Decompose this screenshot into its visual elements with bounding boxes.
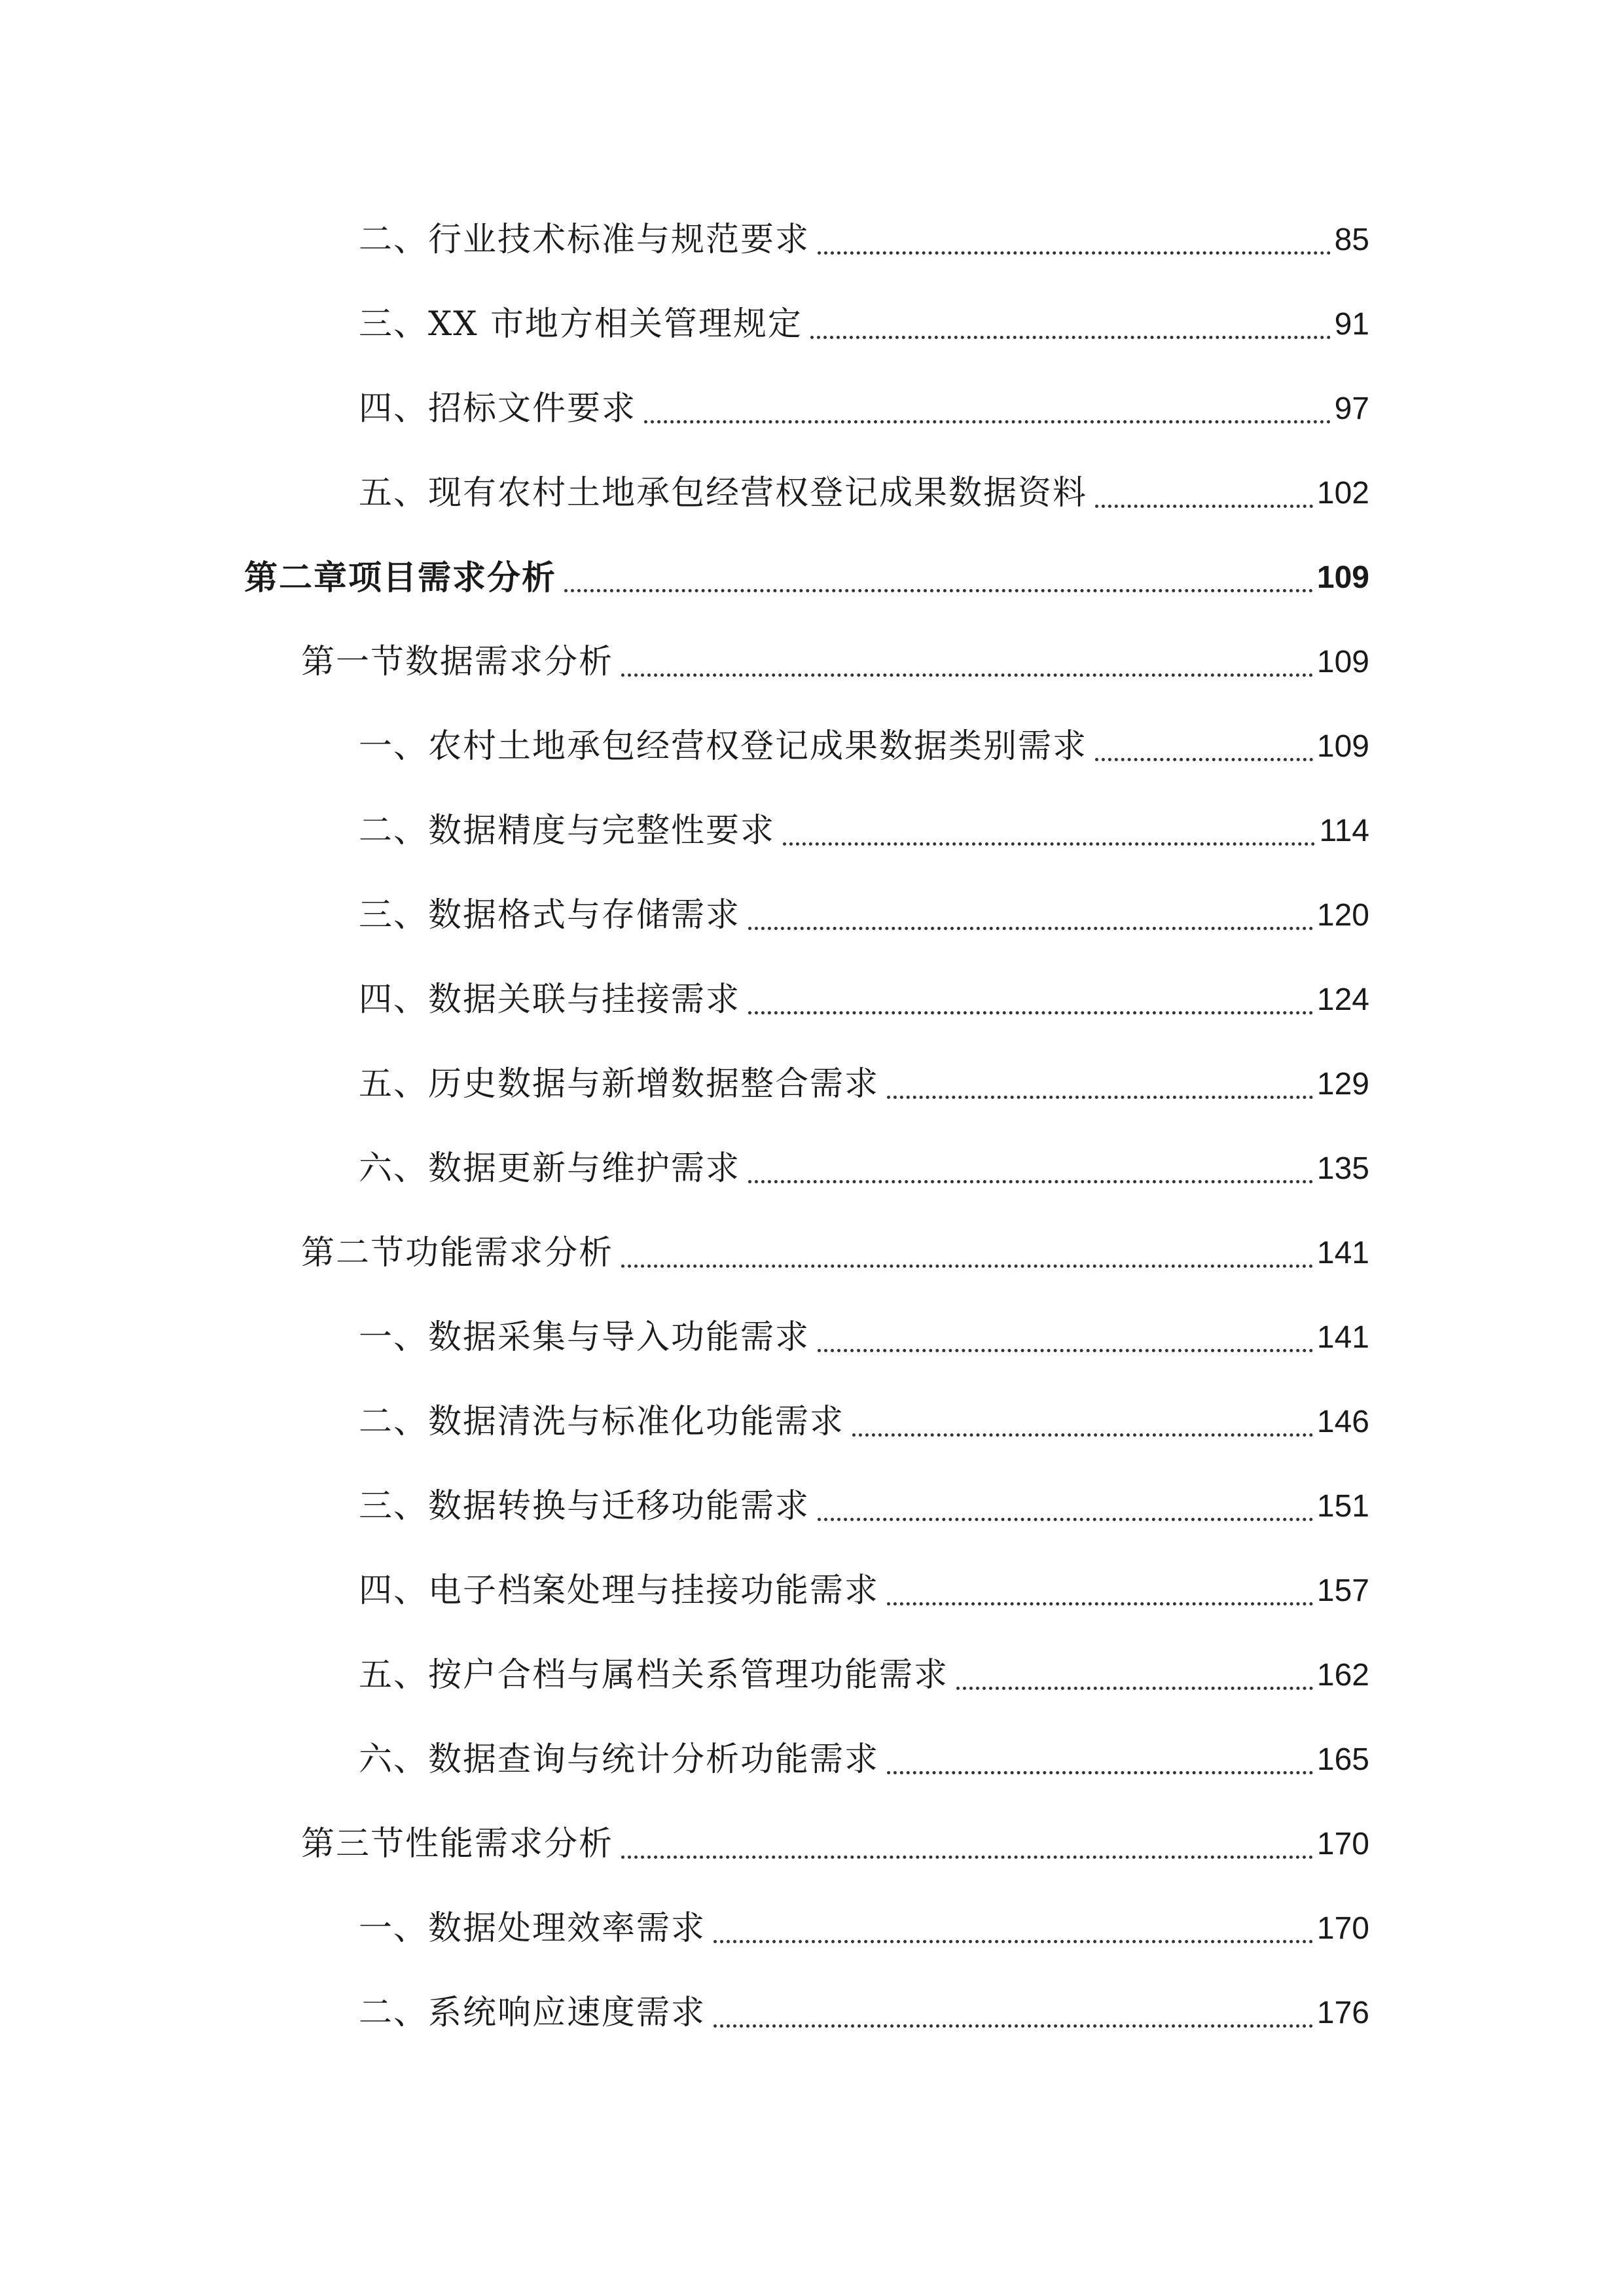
toc-entry[interactable]: [359, 1734, 1369, 1786]
toc-leader-dots: [818, 1518, 1313, 1521]
toc-entry-title: 二、行业技术标准与规范要求: [359, 221, 810, 259]
toc-page-number: 165: [1316, 1742, 1369, 1777]
toc-page-number: 141: [1316, 1236, 1369, 1270]
toc-entry[interactable]: [359, 805, 1369, 857]
toc-section-entry[interactable]: [301, 636, 1369, 689]
toc-page-number: 146: [1316, 1405, 1369, 1439]
toc-page-number: 170: [1316, 1911, 1369, 1946]
toc-page-number: 109: [1316, 729, 1369, 764]
toc-entry[interactable]: [359, 467, 1369, 520]
toc-entry[interactable]: [359, 298, 1369, 351]
toc-leader-dots: [713, 2024, 1313, 2028]
toc-entry-title: 五、现有农村土地承包经营权登记成果数据资料: [359, 474, 1088, 512]
toc-page-number: 85: [1334, 223, 1369, 257]
toc-entry-title: 第二章项目需求分析: [244, 558, 557, 598]
toc-leader-dots: [564, 589, 1313, 592]
toc-entry[interactable]: [359, 383, 1369, 435]
toc-entry-title: 二、数据清洗与标准化功能需求: [359, 1403, 845, 1441]
toc-page-number: 102: [1316, 476, 1369, 511]
toc-leader-dots: [748, 1180, 1313, 1183]
toc-entry-title: 五、历史数据与新增数据整合需求: [359, 1065, 880, 1103]
toc-leader-dots: [621, 1265, 1313, 1268]
toc-leader-dots: [783, 842, 1315, 846]
toc-page-number: 141: [1316, 1320, 1369, 1355]
toc-leader-dots: [621, 1856, 1313, 1859]
toc-page-number: 129: [1316, 1067, 1369, 1102]
toc-entry-title: 第三节性能需求分析: [301, 1825, 614, 1863]
toc-leader-dots: [887, 1602, 1313, 1605]
toc-entry-title: 三、XX 市地方相关管理规定: [359, 305, 803, 344]
toc-entry[interactable]: [359, 1649, 1369, 1702]
toc-leader-dots: [818, 1349, 1313, 1352]
toc-leader-dots: [818, 251, 1331, 255]
toc-page-number: 109: [1316, 560, 1369, 595]
toc-page-number: 162: [1316, 1658, 1369, 1693]
toc-entry[interactable]: [359, 1480, 1369, 1533]
toc-chapter-entry[interactable]: [244, 552, 1369, 604]
toc-entry[interactable]: [359, 889, 1369, 942]
toc-leader-dots: [1095, 758, 1313, 761]
toc-entry-title: 一、农村土地承包经营权登记成果数据类别需求: [359, 727, 1088, 766]
toc-entry[interactable]: [359, 1396, 1369, 1448]
toc-page-number: 91: [1334, 307, 1369, 342]
toc-entry-title: 一、数据采集与导入功能需求: [359, 1318, 810, 1357]
toc-leader-dots: [748, 927, 1313, 930]
toc-leader-dots: [956, 1687, 1313, 1690]
toc-section-entry[interactable]: [301, 1227, 1369, 1280]
toc-section-entry[interactable]: [301, 1818, 1369, 1871]
toc-page-number: 151: [1316, 1489, 1369, 1524]
toc-leader-dots: [852, 1433, 1313, 1437]
toc-page-number: 114: [1319, 814, 1369, 848]
toc-page-number: 124: [1316, 982, 1369, 1017]
toc-leader-dots: [748, 1011, 1313, 1014]
toc-entry-title: 五、按户合档与属档关系管理功能需求: [359, 1656, 949, 1695]
toc-page-number: 135: [1316, 1151, 1369, 1186]
toc-entry[interactable]: [359, 1987, 1369, 2039]
toc-entry[interactable]: [359, 1903, 1369, 1955]
toc-entry[interactable]: [359, 1312, 1369, 1364]
toc-entry-title: 四、电子档案处理与挂接功能需求: [359, 1571, 880, 1610]
toc-entry[interactable]: [359, 1143, 1369, 1195]
toc-page-number: 109: [1316, 645, 1369, 679]
toc-entry-title: 四、数据关联与挂接需求: [359, 980, 741, 1019]
toc-leader-dots: [810, 336, 1331, 339]
toc-page-number: 120: [1316, 898, 1369, 933]
toc-page-number: 157: [1316, 1573, 1369, 1608]
toc-entry[interactable]: [359, 1058, 1369, 1111]
toc-entry-title: 三、数据转换与迁移功能需求: [359, 1487, 810, 1526]
toc-leader-dots: [713, 1940, 1313, 1943]
toc-entry-title: 第一节数据需求分析: [301, 643, 614, 681]
toc-entry-title: 六、数据查询与统计分析功能需求: [359, 1740, 880, 1779]
toc-entry[interactable]: [359, 214, 1369, 266]
toc-entry-title: 一、数据处理效率需求: [359, 1909, 706, 1948]
toc-leader-dots: [887, 1771, 1313, 1774]
toc-leader-dots: [621, 673, 1313, 677]
toc-entry-title: 第二节功能需求分析: [301, 1234, 614, 1272]
toc-entry-title: 四、招标文件要求: [359, 389, 637, 428]
toc-entry[interactable]: [359, 974, 1369, 1026]
toc-entry-title: 三、数据格式与存储需求: [359, 896, 741, 935]
toc-page-number: 176: [1316, 1996, 1369, 2030]
toc-entry[interactable]: [359, 1565, 1369, 1617]
toc-page-number: 97: [1334, 391, 1369, 426]
toc-entry-title: 二、数据精度与完整性要求: [359, 812, 776, 850]
toc-entry-title: 二、系统响应速度需求: [359, 1994, 706, 2032]
toc-entry[interactable]: [359, 721, 1369, 773]
toc-page-number: 170: [1316, 1827, 1369, 1861]
toc-leader-dots: [644, 420, 1331, 423]
toc-entry-title: 六、数据更新与维护需求: [359, 1149, 741, 1188]
toc-leader-dots: [887, 1096, 1313, 1099]
toc-leader-dots: [1095, 505, 1313, 508]
